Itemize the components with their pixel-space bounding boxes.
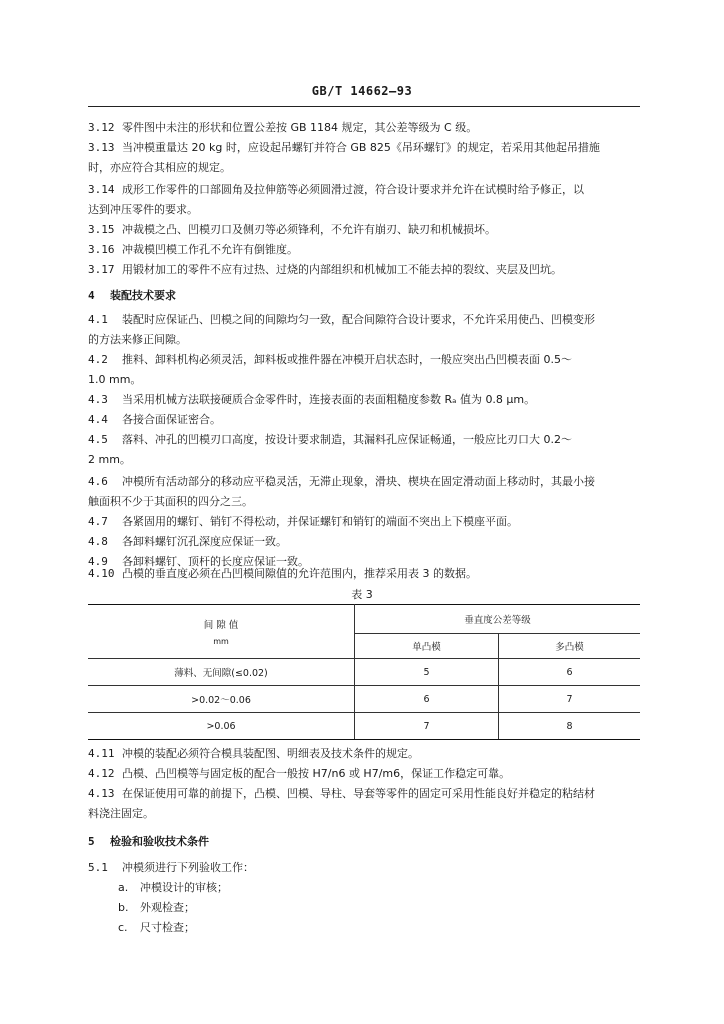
clause-text: 凸模的垂直度必须在凸凹模间隙值的允许范围内，推荐采用表 3 的数据。	[122, 567, 477, 580]
clause-3-13	[88, 138, 640, 158]
list-marker: c.	[118, 921, 128, 934]
header-gap-unit: mm	[213, 637, 229, 646]
cell-single: 5	[355, 659, 499, 686]
clause-4-13-cont	[88, 804, 640, 824]
clause-number: 3.14	[88, 183, 115, 196]
clause-text: 落料、冲孔的凹模刃口高度，按设计要求制造，其漏料孔应保证畅通，一般应比刃口大 0.2～	[122, 433, 572, 446]
clause-text: 触面积不少于其面积的四分之三。	[88, 495, 253, 508]
clause-5-1	[88, 858, 640, 878]
clause-4-7	[88, 512, 640, 532]
list-marker: b.	[118, 901, 129, 914]
clause-text: 当采用机械方法联接硬质合金零件时，连接表面的表面粗糙度参数 Rₐ 值为 0.8 μm。	[122, 393, 536, 406]
clause-4-10	[88, 564, 640, 584]
cell-single: 6	[355, 686, 499, 713]
clause-4-1	[88, 310, 640, 330]
list-text: 冲模设计的审核；	[140, 881, 228, 894]
clause-text: 2 mm。	[88, 453, 131, 466]
table-3	[88, 604, 640, 740]
clause-number: 4.11	[88, 747, 115, 760]
clause-4-6-cont	[88, 492, 640, 512]
clause-number: 4.6	[88, 475, 108, 488]
list-marker: a.	[118, 881, 129, 894]
clause-number: 4.13	[88, 787, 115, 800]
clause-text: 冲裁模凹模工作孔不允许有倒锥度。	[122, 243, 298, 256]
clause-text: 在保证使用可靠的前提下，凸模、凹模、导柱、导套等零件的固定可采用性能良好并稳定的粘结材	[122, 787, 595, 800]
clause-text: 冲裁模之凸、凹模刃口及侧刃等必须锋利，不允许有崩刃、缺刃和机械损坏。	[122, 223, 496, 236]
clause-4-8	[88, 532, 640, 552]
clause-text: 推料、卸料机构必须灵活，卸料板或推件器在冲模开启状态时，一般应突出凸凹模表面 0.5～	[122, 353, 572, 366]
clause-number: 4.3	[88, 393, 108, 406]
clause-4-2	[88, 350, 640, 370]
table-row	[88, 713, 640, 740]
table-header-row	[88, 605, 640, 634]
clause-text: 用锻材加工的零件不应有过热、过烧的内部组织和机械加工不能去掉的裂纹、夹层及凹坑。	[122, 263, 562, 276]
clause-number: 5.1	[88, 861, 108, 874]
header-gap-label: 间 隙 值	[203, 620, 239, 631]
header-single-punch: 单凸模	[355, 634, 499, 659]
clause-4-5-cont	[88, 450, 640, 470]
clause-4-2-cont	[88, 370, 640, 390]
clause-text: 1.0 mm。	[88, 373, 142, 386]
section-number: 5	[88, 835, 95, 848]
list-text: 尺寸检查；	[140, 921, 195, 934]
table-row	[88, 686, 640, 713]
header-multi-punch: 多凸模	[499, 634, 641, 659]
section-number: 4	[88, 289, 95, 302]
clause-3-14	[88, 180, 640, 200]
clause-text: 的方法来修正间隙。	[88, 333, 187, 346]
clause-3-12	[88, 118, 640, 138]
clause-text: 各卸料螺钉、顶杆的长度应保证一致。	[122, 555, 309, 568]
list-text: 外观检查；	[140, 901, 195, 914]
section-5-heading	[88, 832, 640, 852]
list-item-c	[118, 918, 195, 938]
section-title: 检验和验收技术条件	[110, 835, 209, 848]
clause-number: 3.12	[88, 121, 115, 134]
clause-text: 各紧固用的螺钉、销钉不得松动，并保证螺钉和销钉的端面不突出上下模座平面。	[122, 515, 518, 528]
clause-text: 时，亦应符合其相应的规定。	[88, 161, 231, 174]
clause-text: 凸模、凸凹模等与固定板的配合一般按 H7/n6 或 H7/m6，保证工作稳定可靠。	[122, 767, 511, 780]
clause-text: 冲模须进行下列验收工作：	[122, 861, 254, 874]
clause-text: 零件图中未注的形状和位置公差按 GB 1184 规定，其公差等级为 C 级。	[122, 121, 478, 134]
clause-number: 3.13	[88, 141, 115, 154]
clause-number: 3.16	[88, 243, 115, 256]
cell-gap: >0.06	[88, 713, 355, 740]
cell-multi: 6	[499, 659, 641, 686]
cell-gap: 薄料、无间隙(≤0.02)	[88, 659, 355, 686]
header-perpendicularity-grade: 垂直度公差等级	[355, 605, 641, 634]
clause-4-4	[88, 410, 640, 430]
clause-3-15	[88, 220, 640, 240]
cell-gap: >0.02～0.06	[88, 686, 355, 713]
list-item-a	[118, 878, 228, 898]
cell-multi: 8	[499, 713, 641, 740]
table-3-caption: 表 3	[351, 588, 373, 601]
clause-number: 4.8	[88, 535, 108, 548]
clause-text: 冲模的装配必须符合模具装配图、明细表及技术条件的规定。	[122, 747, 419, 760]
clause-4-5	[88, 430, 640, 450]
list-item-b	[118, 898, 195, 918]
table-row	[88, 659, 640, 686]
clause-number: 4.7	[88, 515, 108, 528]
section-4-heading	[88, 286, 640, 306]
clause-number: 4.4	[88, 413, 108, 426]
clause-text: 各接合面保证密合。	[122, 413, 221, 426]
clause-3-17	[88, 260, 640, 280]
clause-4-11	[88, 744, 640, 764]
clause-number: 4.2	[88, 353, 108, 366]
clause-text: 各卸料螺钉沉孔深度应保证一致。	[122, 535, 287, 548]
header-rule	[88, 106, 640, 107]
clause-text: 冲模所有活动部分的移动应平稳灵活，无滞止现象，滑块、楔块在固定滑动面上移动时，其最小接	[122, 475, 595, 488]
clause-number: 4.9	[88, 555, 108, 568]
clause-text: 料浇注固定。	[88, 807, 154, 820]
cell-multi: 7	[499, 686, 641, 713]
clause-number: 3.17	[88, 263, 115, 276]
clause-4-12	[88, 764, 640, 784]
clause-number: 3.15	[88, 223, 115, 236]
clause-text: 当冲模重量达 20 kg 时，应设起吊螺钉并符合 GB 825《吊环螺钉》的规定，若采用其他起吊措施	[122, 141, 600, 154]
clause-text: 成形工作零件的口部圆角及拉伸筋等必须圆滑过渡，符合设计要求并允许在试模时给予修正，以	[122, 183, 584, 196]
header-gap-value	[88, 605, 355, 659]
page-header-standard-number: GB/T 14662—93	[311, 84, 413, 98]
clause-number: 4.5	[88, 433, 108, 446]
clause-4-6	[88, 472, 640, 492]
section-title: 装配技术要求	[110, 289, 176, 302]
cell-single: 7	[355, 713, 499, 740]
clause-text: 达到冲压零件的要求。	[88, 203, 198, 216]
clause-3-16	[88, 240, 640, 260]
clause-number: 4.1	[88, 313, 108, 326]
clause-4-1-cont	[88, 330, 640, 350]
clause-4-3	[88, 390, 640, 410]
clause-3-13-cont	[88, 158, 640, 178]
clause-4-13	[88, 784, 640, 804]
clause-3-14-cont	[88, 200, 640, 220]
clause-text: 装配时应保证凸、凹模之间的间隙均匀一致，配合间隙符合设计要求，不允许采用使凸、凹模变形	[122, 313, 595, 326]
clause-number: 4.12	[88, 767, 115, 780]
clause-number: 4.10	[88, 567, 115, 580]
